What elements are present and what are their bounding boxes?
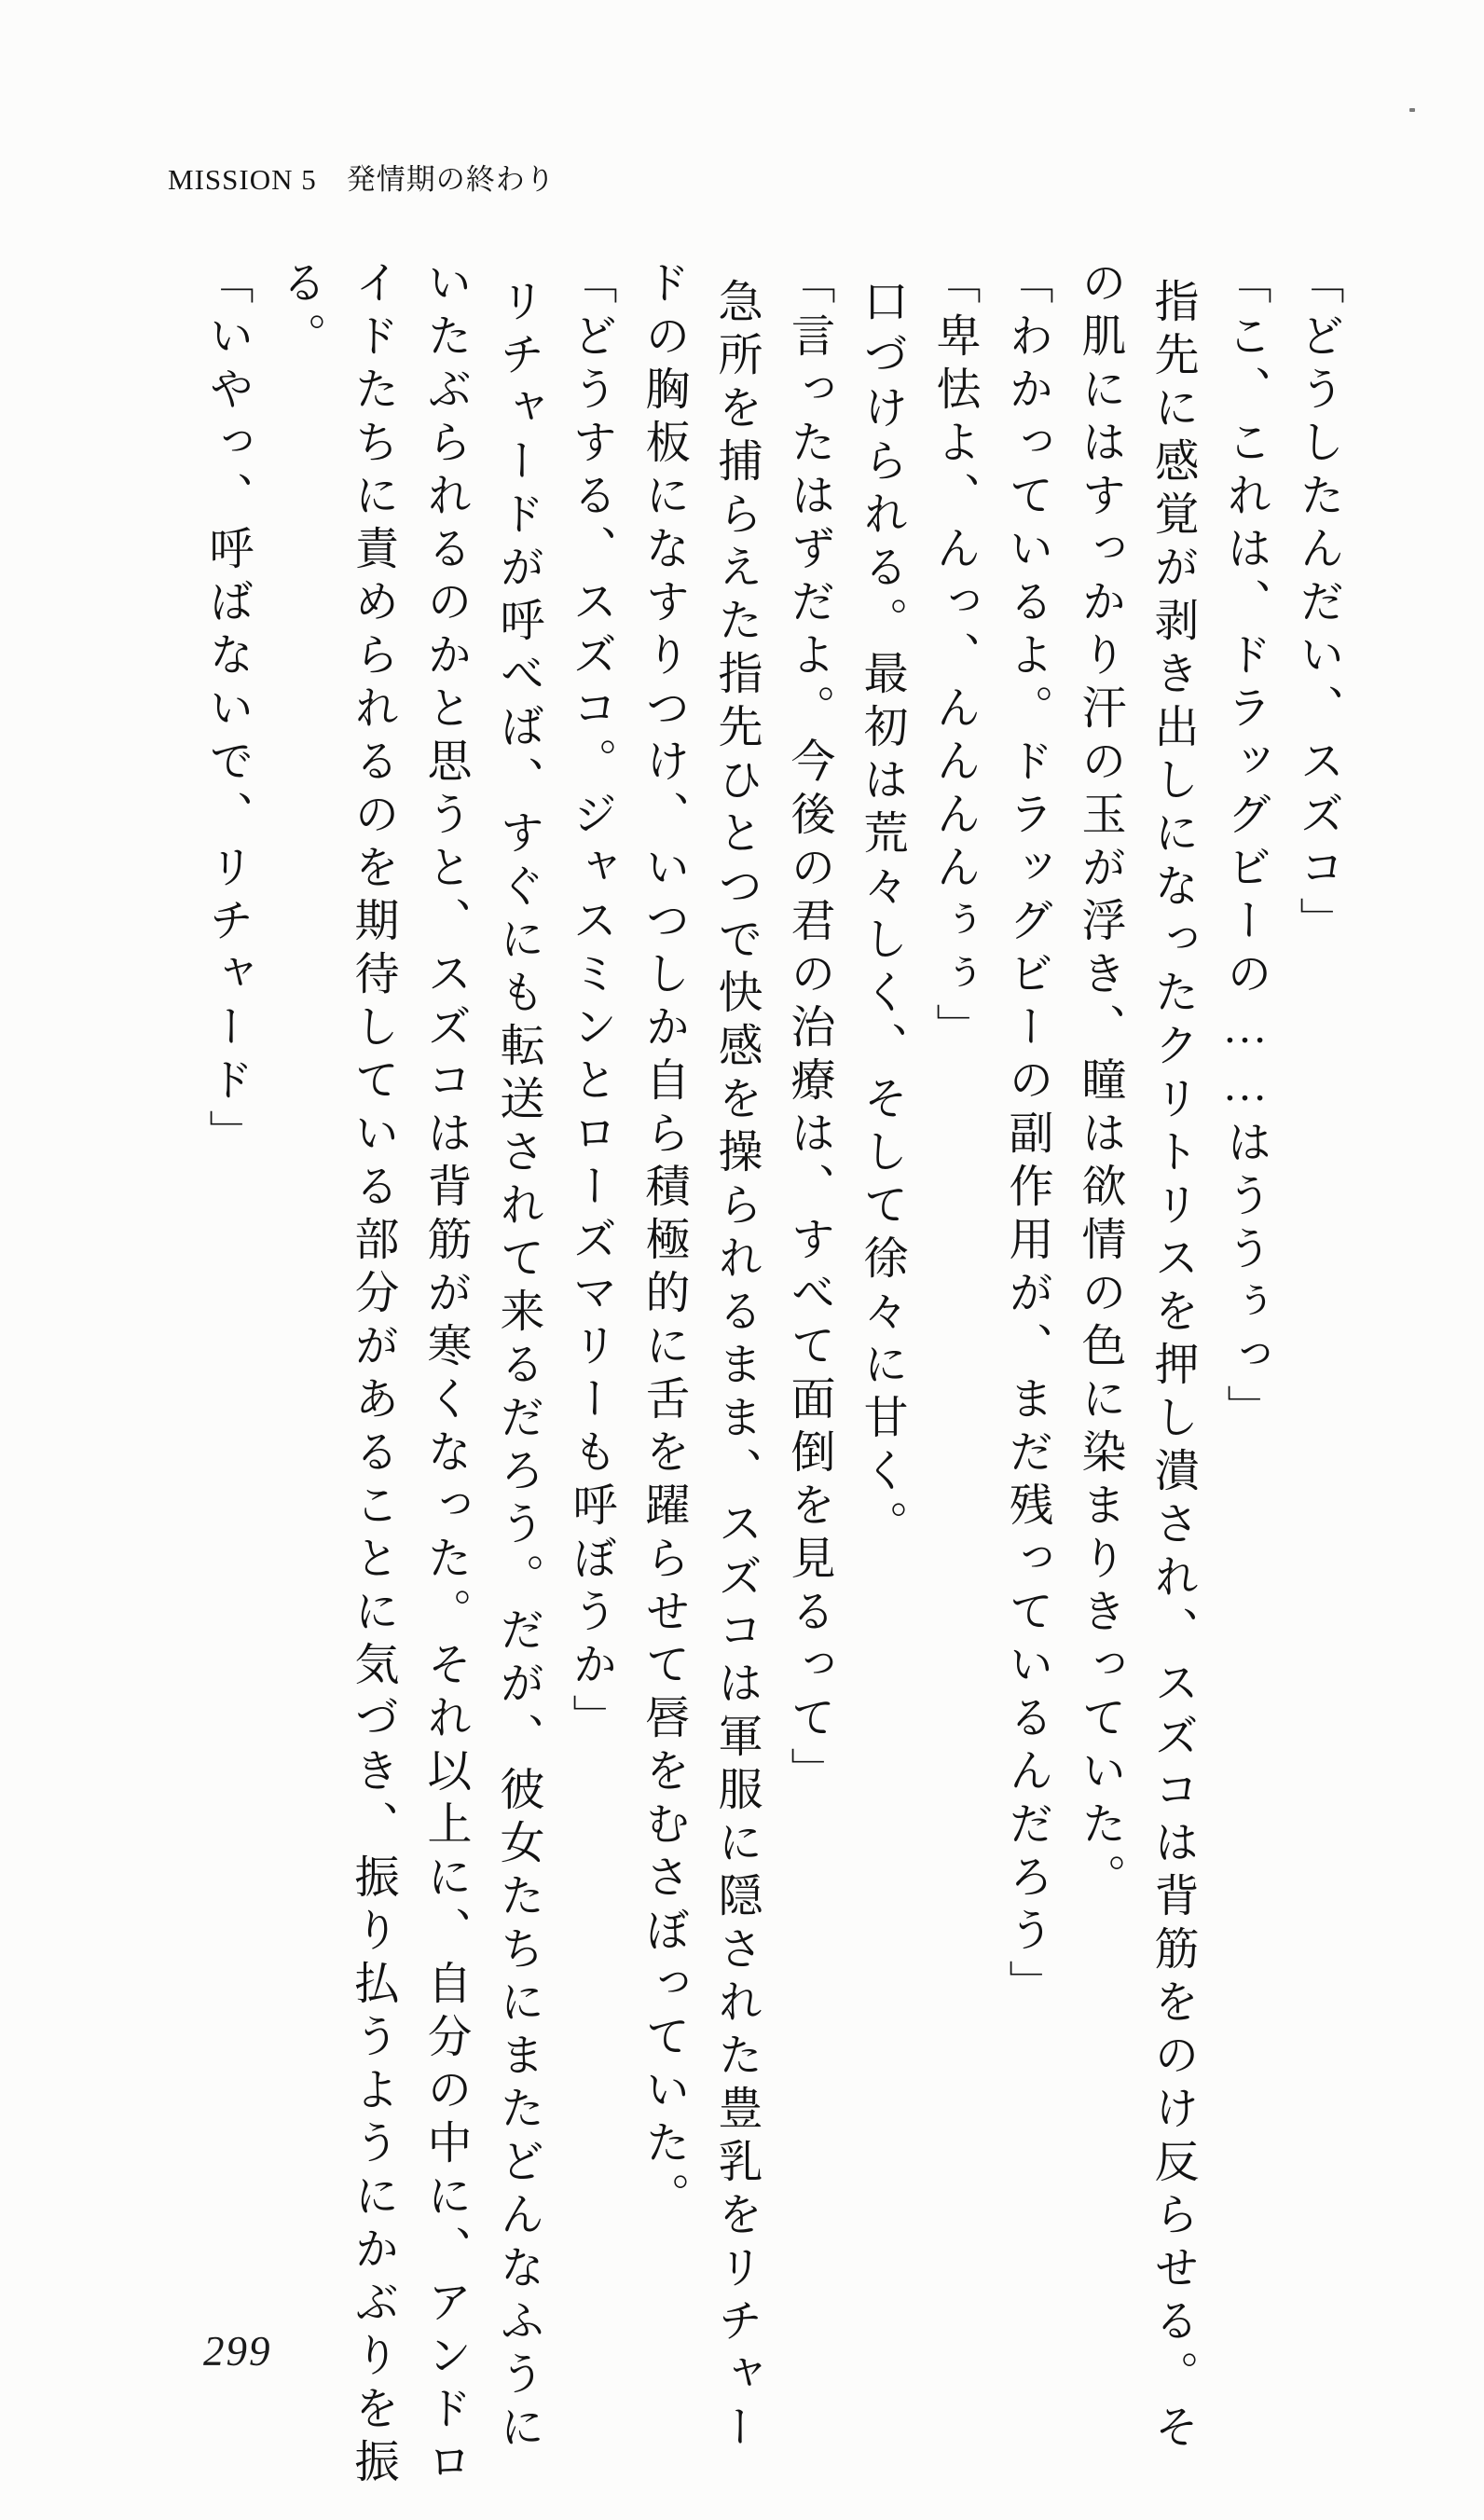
text-column: 口づけられる。最初は荒々しく、そして徐々に甘く。: [857, 278, 906, 1553]
text-column: いたぶられるのかと思うと、スズコは背筋が寒くなった。それ以上に、自分の中に、アンドロ: [420, 259, 470, 2491]
text-column: リチャードが呼べば、すぐにも転送されて来るだろう。だが、彼女たちにまたどんなふうに: [493, 278, 543, 2457]
text-column: 急所を捕らえた指先ひとつで快感を操られるまま、スズコは軍服に隠された豊乳をリチャー: [711, 278, 761, 2457]
text-column: る。: [275, 259, 324, 365]
scan-artifact: [1409, 108, 1415, 112]
page-number: 299: [203, 2328, 272, 2375]
text-column: 「言ったはずだよ。今後の君の治療は、すべて面倒を見るって」: [784, 259, 833, 1800]
text-column: 指先に感覚が剥き出しになったクリトリスを押し潰され、スズコは背筋をのけ反らせる。そ: [1147, 278, 1197, 2457]
text-column: 「わかっているよ。ドラッグビーの副作用が、まだ残っているんだろう」: [1002, 259, 1051, 2013]
chapter-title: 発情期の終わり: [346, 163, 556, 196]
text-block: [190, 259, 1353, 2506]
text-column: 「どうする、スズコ。ジャスミンとローズマリーも呼ぼうか」: [566, 259, 615, 1747]
text-column: 「こ、これは、ドラッグビーの……はううぅっ」: [1220, 259, 1270, 1438]
text-column: 「どうしたんだい、スズコ」: [1293, 259, 1342, 950]
text-column: ドの胸板になすりつけ、いつしか自ら積極的に舌を躍らせて唇をむさぼっていた。: [639, 259, 688, 2225]
running-header: [168, 158, 556, 201]
text-column: イドたちに責められるのを期待している部分があることに気づき、振り払うようにかぶりを振: [348, 259, 397, 2491]
mission-label: MISSION 5: [168, 163, 317, 196]
text-column: 「いやっ、呼ばないで、リチャード」: [202, 259, 252, 1163]
text-column: の肌にはすっかり汗の玉が浮き、瞳は欲情の色に染まりきっていた。: [1075, 259, 1124, 1907]
text-column: 「卑怯よ、んっ、んんんんぅぅ」: [929, 259, 979, 1056]
